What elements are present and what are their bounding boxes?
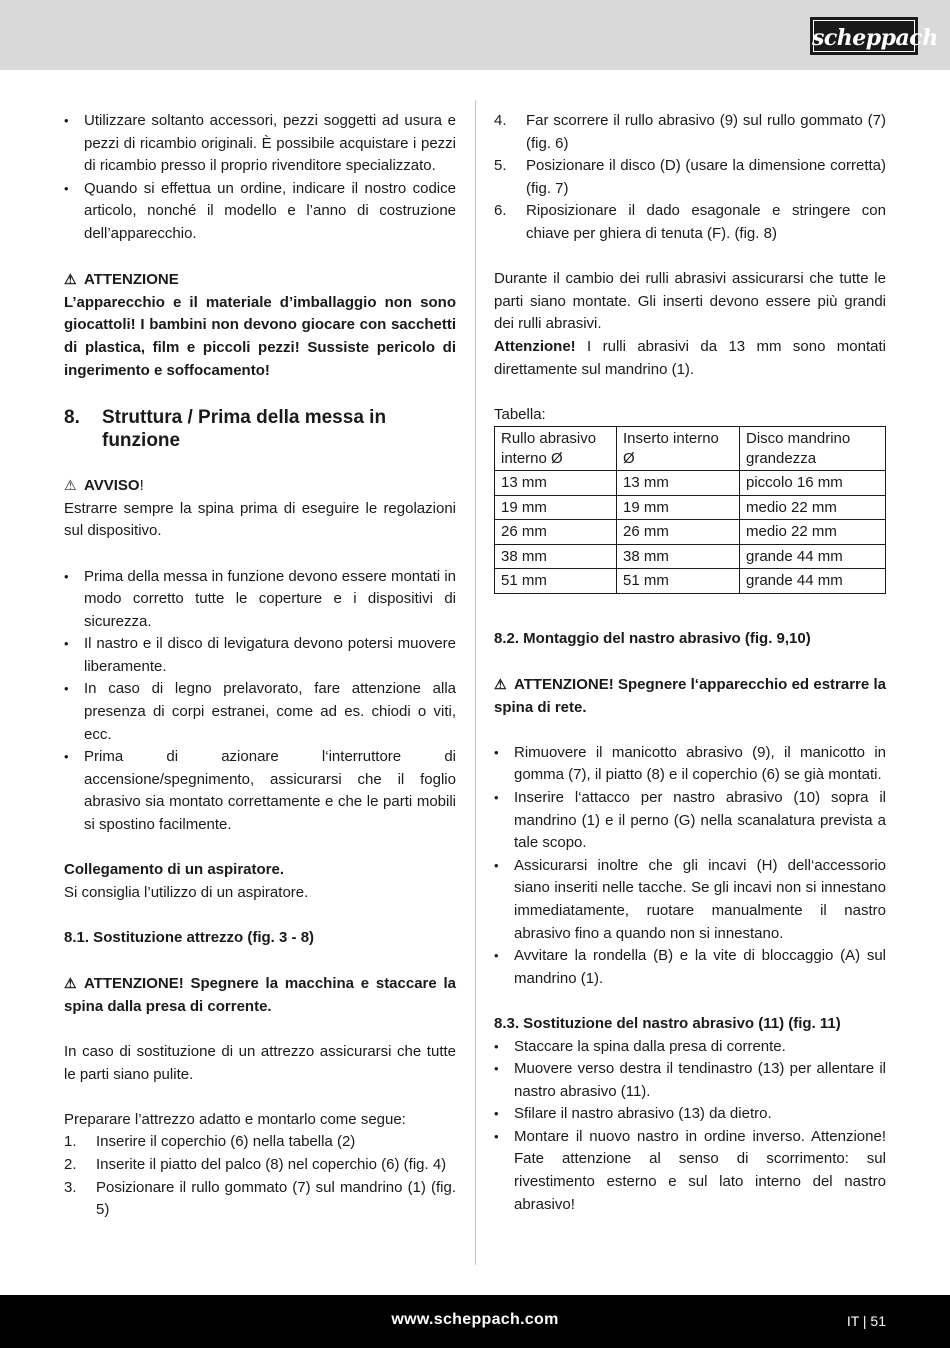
setup-list [64, 566, 456, 837]
table-cell: 19 mm [495, 495, 617, 520]
table-cell: 38 mm [495, 544, 617, 569]
band-list [494, 742, 886, 991]
paragraph: Attenzione! I rulli abrasivi da 13 mm sono montati direttamente sul mandrino (1). [494, 337, 886, 378]
step-item: 4. Far scorrere il rullo abrasivo (9) sul rullo gommato (7) (fig. 6) [494, 112, 886, 152]
warning-text: ⚠ ATTENZIONE! Spegnere la macchina e staccare la spina dalla presa di corrente. [64, 972, 456, 1018]
table-label: Tabella: [494, 405, 546, 423]
step-item: 5. Posizionare il disco (D) (usare la dimensione corretta) (fig. 7) [494, 157, 886, 197]
section-title: Struttura / Prima della messa in funzione [102, 407, 387, 452]
footer-bar [0, 1295, 950, 1348]
notice-text: Estrarre sempre la spina prima di eseguire le regolazioni sul dispositivo. [64, 499, 456, 540]
warning-icon: ⚠ [64, 975, 77, 992]
section-number: 8. [64, 407, 80, 429]
table-cell: grande 44 mm [740, 569, 886, 594]
table-cell: 13 mm [617, 471, 740, 496]
table-row [495, 569, 886, 594]
brand-logo: scheppach [810, 17, 918, 55]
step-item: 1. Inserire il coperchio (6) nella tabella (2) [64, 1133, 356, 1151]
column-divider [475, 100, 476, 1265]
list-item: • Avvitare la rondella (B) e la vite di bloccaggio (A) sul mandrino (1). [494, 945, 886, 990]
list-item: • Rimuovere il manicotto abrasivo (9), il manicotto in gomma (7), il piatto (8) e il coperchio (6) se già montati. [494, 742, 886, 787]
paragraph: Durante il cambio dei rulli abrasivi assicurarsi che tutte le parti siano montate. Gli inserti devono essere più grandi dei rulli abrasivi. [494, 270, 886, 333]
list-item: • Montare il nuovo nastro in ordine inverso. Attenzione! Fate attenzione al senso di scorrimento: sul rivestimento esterno e sul lato interno del nastro abrasivo! [494, 1126, 886, 1216]
list-item: • Inserire l‘attacco per nastro abrasivo (10) sopra il mandrino (1) e il perno (G) nella scanalatura prevista a tale scopo. [494, 787, 886, 855]
warning-icon: ⚠ [64, 271, 77, 288]
table-cell: 38 mm [617, 544, 740, 569]
table-cell: medio 22 mm [740, 495, 886, 520]
aspirator-text: Si consiglia l’utilizzo di un aspiratore. [64, 883, 309, 901]
table-row [495, 471, 886, 496]
steps-list [64, 1131, 456, 1221]
warning-text: L’apparecchio e il materiale d’imballaggio non sono giocattoli! I bambini non devono giocare con sacchetti di plastica, film e piccoli pezzi! Sussiste pericolo di ingerimento e soffocamento! [64, 293, 456, 379]
table-header-cell: Disco mandrino grandezza [740, 427, 886, 471]
list-item: • Il nastro e il disco di levigatura devono potersi muovere liberamente. [64, 633, 456, 678]
paragraph: In caso di sostituzione di un attrezzo assicurarsi che tutte le parti siano pulite. [64, 1042, 456, 1083]
table-cell: grande 44 mm [740, 544, 886, 569]
subsection-heading: 8.2. Montaggio del nastro abrasivo (fig. 9,10) [494, 629, 811, 647]
list-item: • Sfilare il nastro abrasivo (13) da dietro. [494, 1103, 886, 1126]
list-item: • Assicurarsi inoltre che gli incavi (H) dell‘accessorio siano inseriti nelle tacche. Se gli incavi non si innestano immediatamente, ruotare manualmente il nastro abrasivo fino a quando non si innestano. [494, 855, 886, 945]
table-cell: 26 mm [495, 520, 617, 545]
aspirator-heading: Collegamento di un aspiratore. [64, 861, 285, 879]
list-item: • In caso di legno prelavorato, fare attenzione alla presenza di corpi estranei, come ad es. chiodi o viti, ecc. [64, 678, 456, 746]
warning-text: ⚠ ATTENZIONE! Spegnere l‘apparecchio ed estrarre la spina di rete. [494, 673, 886, 719]
website-link[interactable]: www.scheppach.com [391, 1311, 559, 1328]
list-item: • Prima di azionare l‘interruttore di accensione/spegnimento, assicurarsi che il foglio abrasivo sia montato correttamente e che le parti mobili si spostino facilmente. [64, 746, 456, 836]
table-row [495, 495, 886, 520]
table-cell: 51 mm [495, 569, 617, 594]
notice-heading: ⚠ AVVISO! [64, 474, 456, 498]
right-column [494, 110, 886, 1216]
table-cell: 13 mm [495, 471, 617, 496]
list-item: • Muovere verso destra il tendinastro (13) per allentare il nastro abrasivo (11). [494, 1058, 886, 1103]
warning-icon: ⚠ [494, 676, 507, 692]
table-cell: 51 mm [617, 569, 740, 594]
table-header-cell: Rullo abrasivo interno Ø [495, 427, 617, 471]
table-row [495, 520, 886, 545]
step-item: 3. Posizionare il rullo gommato (7) sul mandrino (1) (fig. 5) [64, 1178, 456, 1219]
subsection-heading: 8.1. Sostituzione attrezzo (fig. 3 - 8) [64, 929, 315, 946]
table-header-row [495, 427, 886, 471]
list-item: • Utilizzare soltanto accessori, pezzi soggetti ad usura e pezzi di ricambio originali. È possibile acquistare i pezzi di ricambio presso il proprio rivenditore specializzato. [64, 110, 456, 178]
steps-list [494, 110, 886, 246]
replace-list [494, 1036, 886, 1217]
list-item: • Staccare la spina dalla presa di corrente. [494, 1036, 886, 1059]
list-item: • Quando si effettua un ordine, indicare il nostro codice articolo, nonché il modello e l’anno di costruzione dell’apparecchio. [64, 178, 456, 246]
intro-list [64, 110, 456, 246]
table-cell: medio 22 mm [740, 520, 886, 545]
table-cell: piccolo 16 mm [740, 471, 886, 496]
section-heading [64, 406, 456, 452]
table-cell: 19 mm [617, 495, 740, 520]
warning-icon: ⚠ [64, 477, 77, 494]
warning-heading: ⚠ ATTENZIONE [64, 268, 456, 292]
header-bar [0, 0, 950, 70]
table-cell: 26 mm [617, 520, 740, 545]
left-column [64, 110, 456, 1222]
spindle-table [494, 426, 886, 594]
step-item: 2. Inserite il piatto del palco (8) nel coperchio (6) (fig. 4) [64, 1155, 447, 1173]
step-item: 6. Riposizionare il dado esagonale e stringere con chiave per ghiera di tenuta (F). (fig. 8) [494, 202, 886, 242]
paragraph: Preparare l’attrezzo adatto e montarlo come segue: [64, 1110, 406, 1128]
table-row [495, 544, 886, 569]
page-number: IT | 51 [846, 1313, 886, 1329]
table-header-cell: Inserto interno Ø [617, 427, 740, 471]
subsection-heading: 8.3. Sostituzione del nastro abrasivo (11) (fig. 11) [494, 1014, 841, 1032]
list-item: • Prima della messa in funzione devono essere montati in modo corretto tutte le coperture e i dispositivi di sicurezza. [64, 566, 456, 634]
